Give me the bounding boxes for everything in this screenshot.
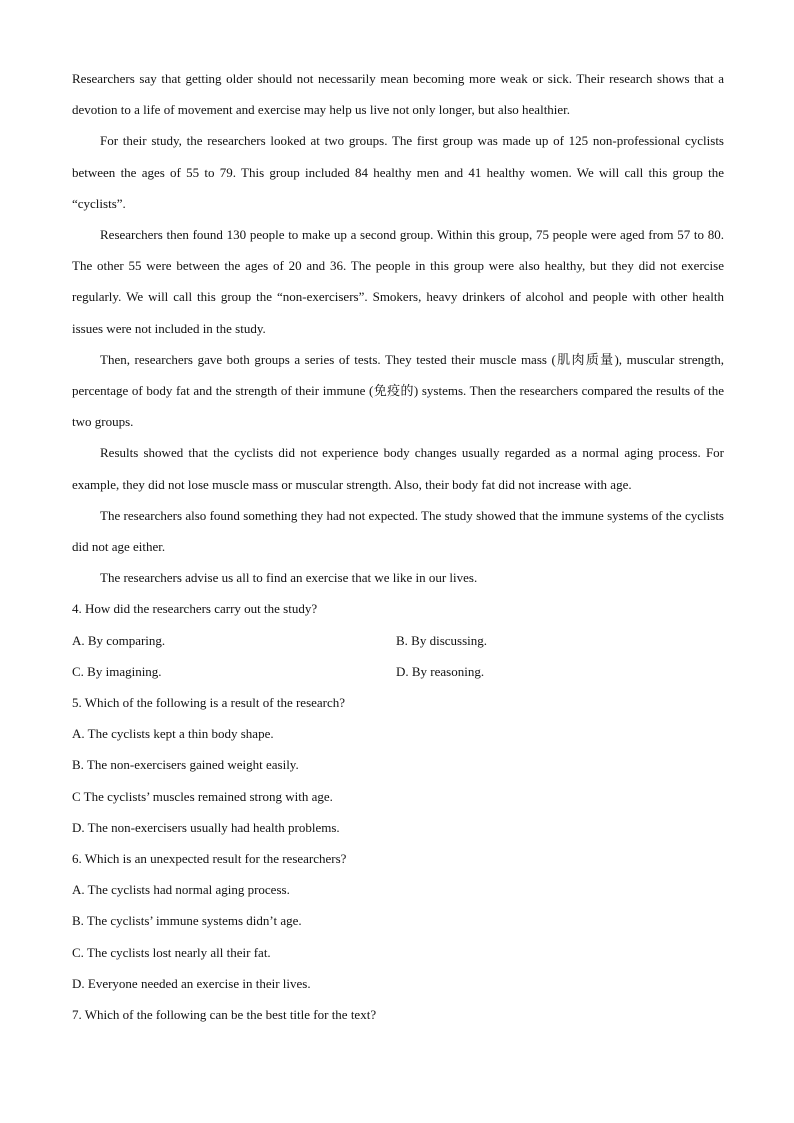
question-6-option-d: D. Everyone needed an exercise in their lives.: [72, 975, 311, 991]
document-page: [72, 63, 724, 1030]
passage-paragraph-4: Then, researchers gave both groups a series of tests. They tested their muscle mass (肌肉质量), muscular strength, percentage of body fat and the strength of their immune (免疫的) systems. Then the researchers compared the results of the two groups.: [72, 351, 724, 430]
passage-paragraph-5: Results showed that the cyclists did not experience body changes usually regarded as a normal aging process. For example, they did not lose muscle mass or muscular strength. Also, their body fat did not increase with age.: [72, 445, 724, 492]
question-4-option-b: B. By discussing.: [396, 632, 488, 648]
question-4-options-row-1: [72, 625, 724, 656]
question-5: [72, 687, 724, 843]
question-5-stem: 5. Which of the following is a result of the research?: [72, 695, 346, 711]
question-6-stem: 6. Which is an unexpected result for the researchers?: [72, 851, 347, 867]
question-4-option-d: D. By reasoning.: [396, 663, 485, 679]
question-5-option-b: B. The non-exercisers gained weight easily.: [72, 757, 299, 773]
question-4-stem: 4. How did the researchers carry out the study?: [72, 601, 318, 617]
passage-paragraph-2: For their study, the researchers looked at two groups. The first group was made up of 125 non-professional cyclists between the ages of 55 to 79. This group included 84 healthy men and 41 healthy women. We will call this group the “cyclists”.: [72, 133, 724, 211]
question-7: [72, 999, 724, 1030]
question-6-option-a: A. The cyclists had normal aging process.: [72, 882, 290, 898]
question-6-option-c: C. The cyclists lost nearly all their fat.: [72, 944, 271, 960]
passage-paragraph-3: Researchers then found 130 people to make up a second group. Within this group, 75 people were aged from 57 to 80. The other 55 were between the ages of 20 and 36. The people in this group were also healthy, but they did not exercise regularly. We will call this group the “non-exercisers”. Smokers, heavy drinkers of alcohol and people with other health issues were not included in the study.: [72, 227, 724, 336]
question-5-option-a: A. The cyclists kept a thin body shape.: [72, 726, 274, 742]
question-6-option-b: B. The cyclists’ immune systems didn’t age.: [72, 913, 302, 929]
question-4-option-a: A. By comparing.: [72, 632, 166, 648]
question-4-options-row-2: [72, 656, 724, 687]
question-4-option-c: C. By imagining.: [72, 663, 162, 679]
question-5-option-c: C The cyclists’ muscles remained strong with age.: [72, 788, 333, 804]
passage-paragraph-1: Researchers say that getting older should not necessarily mean becoming more weak or sick. Their research shows that a devotion to a life of movement and exercise may help us live not only longer, but also healthier.: [72, 71, 724, 118]
passage-paragraph-6: The researchers also found something they had not expected. The study showed that the immune systems of the cyclists did not age either.: [72, 507, 724, 555]
passage-paragraph-7: The researchers advise us all to find an exercise that we like in our lives.: [100, 570, 478, 586]
question-6: [72, 843, 724, 999]
question-7-stem: 7. Which of the following can be the best title for the text?: [72, 1007, 377, 1023]
question-5-option-d: D. The non-exercisers usually had health problems.: [72, 819, 340, 835]
question-4: [72, 593, 724, 687]
